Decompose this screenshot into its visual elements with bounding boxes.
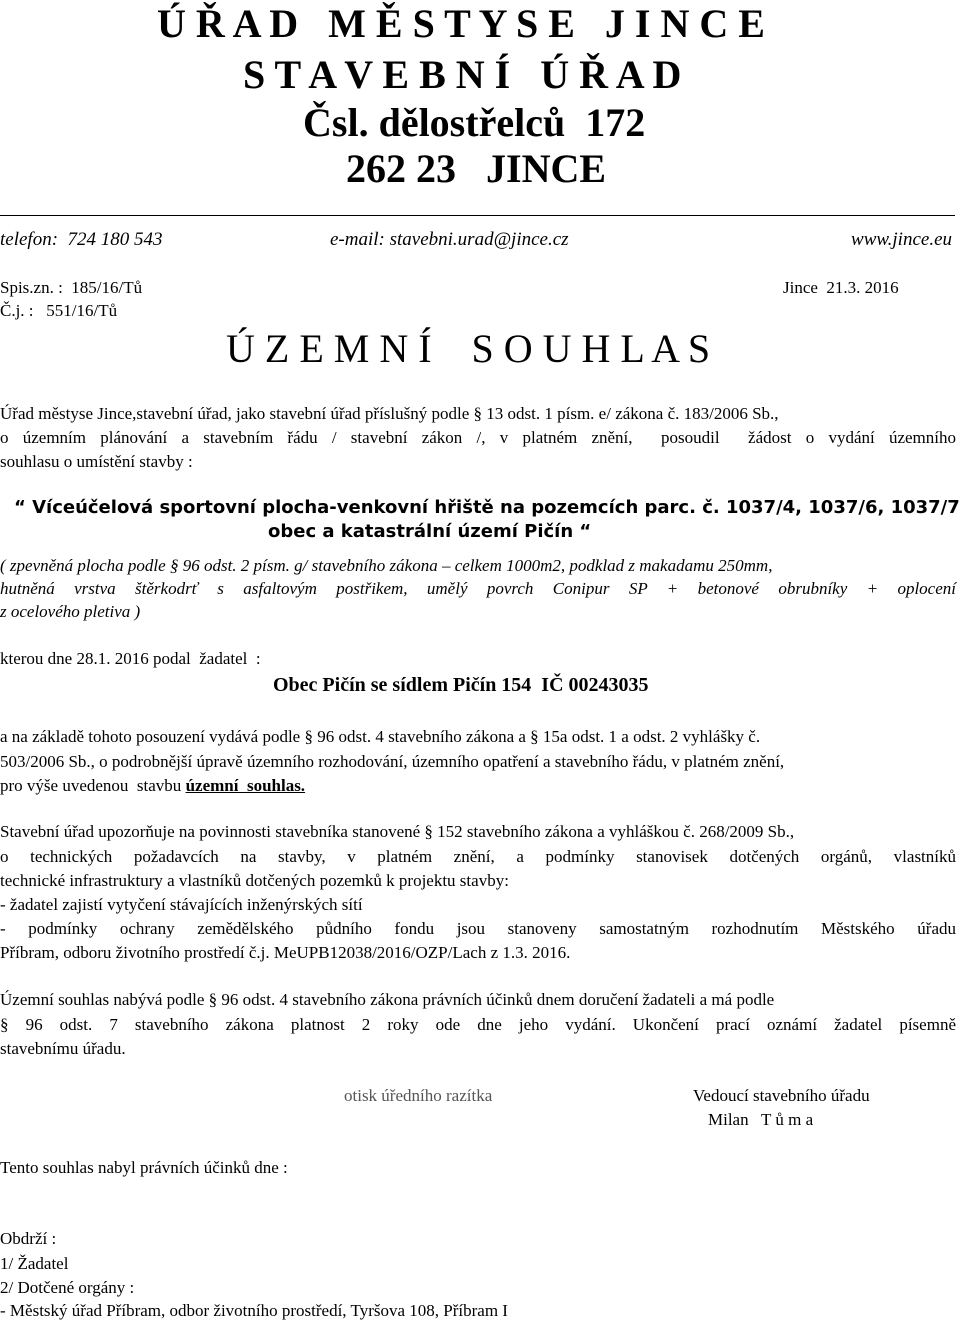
- office-street: Čsl. dělostřelců 172: [303, 100, 646, 145]
- intro-line-1: Úřad městyse Jince,stavební úřad, jako stavební úřad příslušný podle § 13 odst. 1 písm. e/ zákona č. 183/2006 Sb.,: [0, 404, 779, 423]
- territorial-consent-bold: územní souhlas.: [185, 776, 306, 795]
- notice-line-4: - žadatel zajistí vytyčení stávajících inženýrských sítí: [0, 895, 363, 914]
- notice-line-1: Stavební úřad upozorňuje na povinnosti stavebníka stanovené § 152 stavebního zákona a vyhláškou č. 268/2009 Sb.,: [0, 822, 795, 841]
- office-name: Ú Ř A D M Ě S T Y S E J I N C E: [157, 1, 765, 46]
- validity-line-2: § 96 odst. 7 stavebního zákona platnost 2 roky ode dne jeho vydání. Ukončení prací oznámí žadatel písemně: [0, 1015, 956, 1034]
- signatory-role: Vedoucí stavebního úřadu: [693, 1086, 870, 1105]
- recipient-applicant: 1/ Žadatel: [0, 1254, 69, 1273]
- document-number: Č.j. : 551/16/Tů: [0, 301, 118, 320]
- recipient-authorities: 2/ Dotčené orgány :: [0, 1278, 135, 1297]
- intro-line-2: o územním plánování a stavebním řádu / stavební zákon /, v platném znění, posoudil žádost o vydání územního: [0, 428, 956, 447]
- decision-line-2: 503/2006 Sb., o podrobnější úpravě územního rozhodování, územního opatření a stavebního řádu, v platném znění,: [0, 752, 785, 771]
- filed-line: kterou dne 28.1. 2016 podal žadatel :: [0, 649, 261, 668]
- recipient-environment-office: - Městský úřad Příbram, odbor životního prostředí, Tyršova 108, Příbram I: [0, 1301, 508, 1320]
- decision-line-3: [0, 775, 305, 796]
- place-and-date: Jince 21.3. 2016: [783, 278, 899, 297]
- notice-line-3: technické infrastruktury a vlastníků dotčených pozemků k projektu stavby:: [0, 871, 509, 890]
- document-title: Ú Z E M N Í S O U H L A S: [226, 326, 711, 371]
- applicant-name: Obec Pičín se sídlem Pičín 154 IČ 00243035: [273, 674, 649, 696]
- recipients-heading: Obdrží :: [0, 1229, 57, 1248]
- office-city: 262 23 JINCE: [346, 146, 607, 191]
- notice-line-5: - podmínky ochrany zemědělského půdního fondu jsou stanoveny samostatným rozhodnutím Městského úřadu: [0, 919, 956, 938]
- project-title-line-1: “ Víceúčelová sportovní plocha-venkovní hřiště na pozemcích parc. č. 1037/4, 1037/6, 1037/7: [14, 497, 960, 518]
- header-divider: [0, 215, 955, 216]
- project-desc-line-2: hutněná vrstva štěrkodrť s asfaltovým postřikem, umělý povrch Conipur SP + betonové obrubníky + oplocení: [0, 579, 956, 598]
- project-title-line-2: obec a katastrální území Pičín “: [268, 521, 592, 542]
- contact-email: e-mail: stavebni.urad@jince.cz: [330, 229, 569, 250]
- contact-web: www.jince.eu: [851, 229, 952, 250]
- intro-line-3: souhlasu o umístění stavby :: [0, 452, 193, 471]
- notice-line-6: Příbram, odboru životního prostředí č.j. MeUPB12038/2016/OZP/Lach z 1.3. 2016.: [0, 943, 571, 962]
- project-desc-line-3: z ocelového pletiva ): [0, 602, 141, 621]
- notice-line-2: o technických požadavcích na stavby, v platném znění, a podmínky stanovisek dotčených orgánů, vlastníků: [0, 847, 956, 866]
- department-name: S T A V E B N Í Ú Ř A D: [243, 52, 682, 97]
- validity-line-3: stavebnímu úřadu.: [0, 1039, 126, 1058]
- effect-date-line: Tento souhlas nabyl právních účinků dne :: [0, 1158, 288, 1177]
- signatory-name: Milan T ů m a: [708, 1110, 814, 1129]
- decision-line-3-text: pro výše uvedenou stavbu: [0, 776, 186, 795]
- stamp-placeholder: otisk úředního razítka: [344, 1086, 493, 1105]
- decision-line-1: a na základě tohoto posouzení vydává podle § 96 odst. 4 stavebního zákona a § 15a odst. 1 a odst. 2 vyhlášky č.: [0, 727, 761, 746]
- project-desc-line-1: ( zpevněná plocha podle § 96 odst. 2 písm. g/ stavebního zákona – celkem 1000m2, podklad z makadamu 250mm,: [0, 556, 773, 575]
- validity-line-1: Územní souhlas nabývá podle § 96 odst. 4 stavebního zákona právních účinků dnem doručení žadateli a má podle: [0, 990, 775, 1009]
- file-reference: Spis.zn. : 185/16/Tů: [0, 278, 143, 297]
- contact-phone: telefon: 724 180 543: [0, 229, 163, 250]
